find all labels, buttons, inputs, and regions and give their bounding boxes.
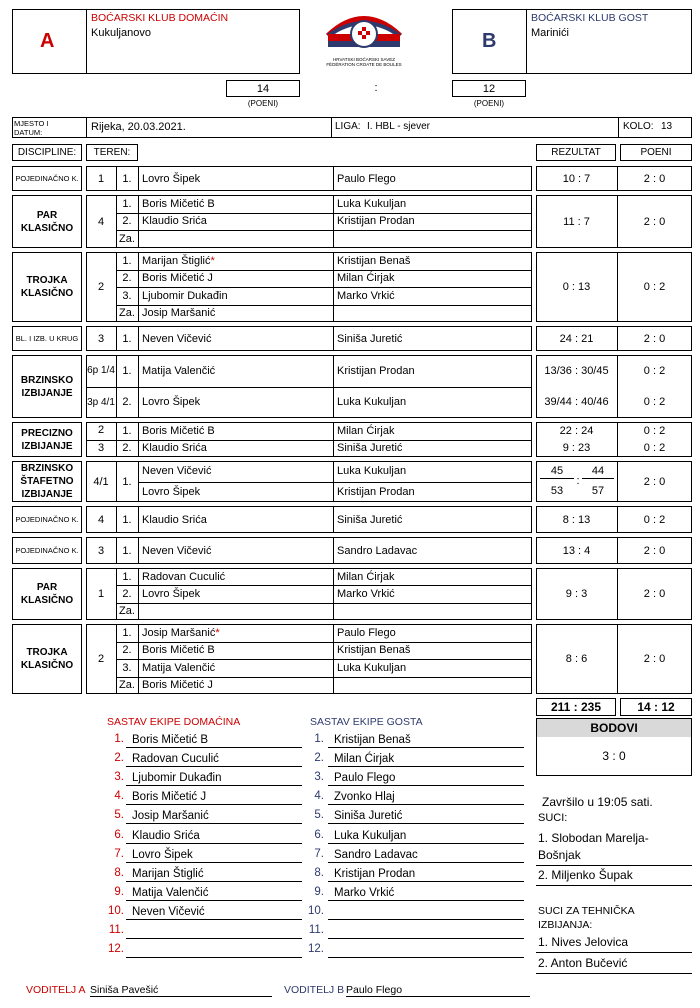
roster-number: 8. <box>314 866 324 879</box>
roster-number: 6. <box>314 828 324 841</box>
bodovi-value: 3 : 0 <box>602 749 626 763</box>
home-player <box>138 387 333 419</box>
guest-player: Kristijan Benaš <box>337 644 411 657</box>
judge-2: 2. Miljenko Šupak <box>538 868 633 882</box>
field-number: 6p 1/4 <box>87 365 115 377</box>
roster-number: 2. <box>114 752 124 765</box>
home-player-name: Lovro Šipek <box>142 485 201 498</box>
home-player <box>138 355 333 387</box>
roster-number: 6. <box>114 828 124 841</box>
home-player <box>138 287 333 305</box>
divider <box>116 603 532 604</box>
home-player <box>138 440 333 458</box>
points-value: 0 : 2 <box>643 513 666 526</box>
player-slot-number: Za. <box>119 307 135 320</box>
home-player <box>138 195 333 213</box>
roster-number: 7. <box>114 847 124 860</box>
divider <box>536 952 692 953</box>
player-slot-number: Za. <box>119 605 135 618</box>
guest-player: Sandro Ladavac <box>337 544 418 557</box>
roster-player: Paulo Flego <box>328 771 524 786</box>
points-value: 0 : 2 <box>643 396 666 409</box>
home-club: Kukuljanovo <box>91 27 151 39</box>
points-value: 0 : 2 <box>643 442 666 455</box>
home-player-name: Boris Mičetić B <box>142 197 215 210</box>
divider <box>536 865 692 866</box>
player-slot-number: 1. <box>122 332 132 345</box>
guest-player: Luka Kukuljan <box>337 396 407 409</box>
tech-judge-1: 1. Nives Jelovica <box>538 935 629 949</box>
captain-mark: * <box>210 254 215 267</box>
result-value: 0 : 13 <box>562 281 591 293</box>
points-value: 0 : 2 <box>643 281 666 293</box>
guest-player: Marko Vrkić <box>337 587 395 600</box>
guest-player: Siniša Juretić <box>337 332 403 345</box>
roster-player: Marijan Štiglić <box>126 867 302 882</box>
roster-number: 11. <box>108 924 124 936</box>
home-player-name: Lovro Šipek <box>142 172 201 185</box>
guest-player: Paulo Flego <box>337 172 396 185</box>
roster-player: Sandro Ladavac <box>328 848 524 863</box>
relay-result: 45 <box>540 463 574 479</box>
leader-a-label: VODITELJ A <box>26 984 86 996</box>
player-slot-number: 2. <box>122 587 132 600</box>
field-number: 2 <box>97 653 105 665</box>
result-value: 9 : 23 <box>562 442 591 455</box>
player-slot-number: 2. <box>122 442 132 455</box>
tech-judge-2: 2. Anton Bučević <box>538 956 628 970</box>
home-player <box>138 482 333 503</box>
bodovi-label: BODOVI <box>537 719 691 737</box>
result-value: 8 : 13 <box>562 513 591 526</box>
player-slot-number: 1. <box>122 424 132 437</box>
home-player-name: Matija Valenčić <box>142 364 216 377</box>
discipline-header: DISCIPLINE: <box>12 144 82 161</box>
roster-number: 1. <box>114 733 124 745</box>
roster-player: Marko Vrkić <box>328 886 524 901</box>
result-header: REZULTAT <box>536 144 616 161</box>
discipline-label: BRZINSKO IZBIJANJE <box>12 355 82 418</box>
home-player <box>138 624 333 642</box>
discipline-label: TROJKA KLASIČNO <box>12 252 82 322</box>
player-slot-number: 1. <box>122 570 132 583</box>
field-number: 3p 4/1 <box>87 396 115 408</box>
guest-roster-title: SASTAV EKIPE GOSTA <box>310 716 423 728</box>
guest-player: Milan Ćirjak <box>337 424 395 437</box>
roster-number: 9. <box>114 885 124 898</box>
roster-player: Zvonko Hlaj <box>328 790 524 805</box>
discipline-label: BRZINSKO ŠTAFETNO IZBIJANJE <box>12 461 82 502</box>
guest-club: Marinići <box>531 27 569 39</box>
roster-player <box>126 924 302 939</box>
finished-time: Završilo u 19:05 sati. <box>542 795 653 809</box>
logo-caption-2: FÉDÉRATION CROATE DE BOULES <box>326 62 402 67</box>
home-player <box>138 252 333 270</box>
home-player-name: Klaudio Srića <box>142 215 207 228</box>
field-number: 4/1 <box>93 475 109 488</box>
home-score: 14 <box>226 80 300 97</box>
home-player-name: Marijan Štiglić <box>142 254 211 267</box>
divider <box>86 9 87 74</box>
home-player <box>138 270 333 288</box>
relay-result: 44 <box>582 463 614 479</box>
roster-number: 9. <box>314 885 324 898</box>
player-slot-number: 2. <box>122 396 132 409</box>
guest-player: Kristijan Prodan <box>337 215 415 228</box>
home-player-name: Matija Valenčić <box>142 661 216 674</box>
player-slot-number: 1. <box>122 254 132 267</box>
player-slot-number: 2. <box>122 215 132 228</box>
relay-result: 53 <box>550 485 564 497</box>
player-slot-number: 2. <box>122 272 132 285</box>
field-number: 1 <box>97 172 105 185</box>
leader-b-label: VODITELJ B <box>284 984 345 996</box>
player-slot-number: 1. <box>122 475 132 488</box>
home-player-name: Lovro Šipek <box>142 396 201 409</box>
guest-player: Kristijan Prodan <box>337 485 415 498</box>
leader-b: Paulo Flego <box>346 984 530 997</box>
player-slot-number: 1. <box>122 197 132 210</box>
judges-label: SUCI: <box>538 812 568 824</box>
divider <box>86 387 116 388</box>
roster-number: 12. <box>308 943 324 956</box>
home-player-name: Boris Mičetić J <box>142 272 213 285</box>
points-value: 2 : 0 <box>643 475 666 488</box>
roster-player <box>126 943 302 958</box>
home-player-name: Boris Mičetić B <box>142 644 215 657</box>
player-slot-number: 3. <box>122 289 132 302</box>
guest-player: Paulo Flego <box>337 626 396 639</box>
federation-emblem-icon <box>322 8 406 54</box>
divider <box>526 9 527 74</box>
result-value: 9 : 3 <box>565 588 588 600</box>
discipline-label: PAR KLASIČNO <box>12 195 82 248</box>
home-player-name: Lovro Šipek <box>142 587 201 600</box>
discipline-label: PRECIZNO IZBIJANJE <box>12 422 82 457</box>
player-slot-number: 1. <box>122 544 132 557</box>
roster-number: 4. <box>114 790 124 803</box>
discipline-label: TROJKA KLASIČNO <box>12 624 82 694</box>
result-value: 10 : 7 <box>562 172 591 185</box>
result-value: 11 : 7 <box>563 215 590 228</box>
player-slot-number: 1. <box>122 513 132 526</box>
player-slot-number: 3. <box>122 661 132 674</box>
player-slot-number: 1. <box>122 172 132 185</box>
roster-player: Radovan Cuculić <box>126 752 302 767</box>
home-player-name: Neven Vičević <box>142 465 212 478</box>
guest-player: Milan Ćirjak <box>337 272 395 285</box>
field-header: TEREN: <box>86 144 138 161</box>
roster-player: Siniša Juretić <box>328 809 524 824</box>
roster-number: 3. <box>114 771 124 784</box>
home-player-name: Klaudio Srića <box>142 442 207 455</box>
guest-player: Kristijan Benaš <box>337 254 411 267</box>
roster-player <box>328 924 524 939</box>
federation-logo <box>322 8 406 66</box>
home-player-name: Boris Mičetić B <box>142 424 215 437</box>
guest-player: Luka Kukuljan <box>337 661 407 674</box>
home-player-name: Josip Maršanić <box>142 626 216 639</box>
roster-number: 4. <box>314 790 324 803</box>
captain-mark: * <box>215 626 220 639</box>
round-value: 13 <box>661 121 673 132</box>
roster-player: Luka Kukuljan <box>328 829 524 844</box>
home-player <box>138 568 333 585</box>
field-number: 3 <box>97 544 105 557</box>
home-player <box>138 585 333 602</box>
roster-player <box>328 943 524 958</box>
home-player <box>138 537 333 564</box>
points-value: 2 : 0 <box>643 332 666 345</box>
player-slot-number: 1. <box>122 364 132 377</box>
home-player-name: Klaudio Srića <box>142 513 207 526</box>
roster-number: 8. <box>114 866 124 879</box>
roster-player: Neven Vičević <box>126 905 302 920</box>
relay-result: 57 <box>591 485 605 497</box>
roster-player: Kristijan Benaš <box>328 733 524 748</box>
player-slot-number: Za. <box>119 679 135 692</box>
roster-number: 12. <box>108 943 124 956</box>
points-header: POENI <box>620 144 692 161</box>
guest-score-label: (POENI) <box>473 99 505 108</box>
field-number: 2 <box>97 281 105 293</box>
home-player <box>138 506 333 533</box>
discipline-label: POJEDINAČNO K. <box>12 506 82 533</box>
points-value: 2 : 0 <box>643 172 666 185</box>
roster-player: Lovro Šipek <box>126 848 302 863</box>
leader-a: Siniša Pavešić <box>90 984 272 997</box>
field-number: 3 <box>97 332 105 345</box>
relay-separator: : <box>576 475 580 487</box>
home-player-name: Neven Vičević <box>142 332 212 345</box>
home-player <box>138 659 333 677</box>
result-value: 13 : 4 <box>562 544 591 557</box>
player-slot-number: 2. <box>122 644 132 657</box>
guest-player: Siniša Juretić <box>337 513 403 526</box>
divider <box>536 973 692 974</box>
home-score-label: (POENI) <box>247 99 279 108</box>
roster-number: 5. <box>314 809 324 822</box>
field-number: 4 <box>97 513 105 526</box>
home-player-name: Neven Vičević <box>142 544 212 557</box>
guest-player: Milan Ćirjak <box>337 570 395 583</box>
home-player <box>138 166 333 191</box>
home-roster-title: SASTAV EKIPE DOMAĆINA <box>107 716 241 728</box>
score-separator: : <box>374 82 378 94</box>
points-value: 0 : 2 <box>643 364 666 377</box>
roster-number: 10. <box>308 904 324 917</box>
divider <box>618 117 619 138</box>
field-number: 2 <box>97 424 105 437</box>
roster-number: 10. <box>108 904 124 917</box>
roster-number: 3. <box>314 771 324 784</box>
field-number: 4 <box>97 215 105 228</box>
roster-player: Ljubomir Dukađin <box>126 771 302 786</box>
home-letter: A <box>40 30 55 52</box>
home-player <box>138 326 333 351</box>
roster-player: Milan Ćirjak <box>328 752 524 767</box>
home-player <box>138 461 333 482</box>
roster-number: 2. <box>314 752 324 765</box>
guest-player: Marko Vrkić <box>337 289 395 302</box>
league-label: LIGA: <box>335 121 361 132</box>
judge-1: 1. Slobodan Marelja-Bošnjak <box>538 831 649 862</box>
guest-title: BOĆARSKI KLUB GOST <box>531 12 649 24</box>
discipline-label: PAR KLASIČNO <box>12 568 82 620</box>
discipline-label: POJEDINAČNO K. <box>12 537 82 564</box>
guest-player: Luka Kukuljan <box>337 197 407 210</box>
guest-letter: B <box>482 30 497 52</box>
divider <box>331 117 332 138</box>
points-value: 2 : 0 <box>643 544 666 557</box>
guest-player: Luka Kukuljan <box>337 465 407 478</box>
logo-caption-1: HRVATSKI BOĆARSKI SAVEZ <box>333 57 395 62</box>
place-label: MJESTO I DATUM: <box>14 119 49 137</box>
result-value: 24 : 21 <box>559 332 594 345</box>
league-value: I. HBL - sjever <box>367 121 430 132</box>
player-slot-number: 1. <box>122 626 132 639</box>
result-value: 8 : 6 <box>565 653 588 665</box>
home-player-name: Radovan Cuculić <box>142 570 226 583</box>
roster-player: Matija Valenčić <box>126 886 302 901</box>
roster-number: 5. <box>114 809 124 822</box>
home-player <box>138 422 333 440</box>
points-value: 2 : 0 <box>643 588 666 600</box>
home-player-name: Ljubomir Dukađin <box>142 289 228 302</box>
result-value: 13/36 : 30/45 <box>544 364 609 377</box>
discipline-label: POJEDINAČNO K. <box>12 166 82 191</box>
roster-number: 11. <box>308 924 324 936</box>
home-player-name: Josip Maršanić <box>142 307 216 320</box>
roster-player: Boris Mičetić J <box>126 790 302 805</box>
points-value: 2 : 0 <box>643 653 666 665</box>
home-title: BOĆARSKI KLUB DOMAĆIN <box>91 12 229 24</box>
roster-player: Josip Maršanić <box>126 809 302 824</box>
roster-player: Klaudio Srića <box>126 829 302 844</box>
points-value: 0 : 2 <box>643 424 666 437</box>
divider <box>116 230 532 231</box>
result-value: 39/44 : 40/46 <box>544 396 609 409</box>
round-label: KOLO: <box>623 121 654 132</box>
home-player-name: Boris Mičetić J <box>142 679 213 692</box>
home-player <box>138 642 333 660</box>
home-player <box>138 305 333 323</box>
guest-score: 12 <box>452 80 526 97</box>
tech-judges-label: SUCI ZA TEHNIČKA IZBIJANJA: <box>538 905 635 931</box>
points-value: 2 : 0 <box>643 215 666 228</box>
divider <box>536 885 692 886</box>
player-slot-number: Za. <box>119 233 135 246</box>
roster-number: 7. <box>314 847 324 860</box>
roster-player <box>328 905 524 920</box>
field-number: 1 <box>97 588 105 600</box>
roster-player: Kristijan Prodan <box>328 867 524 882</box>
roster-player: Boris Mičetić B <box>126 733 302 748</box>
discipline-label: BL. I IZB. U KRUG <box>12 326 82 351</box>
guest-player: Siniša Juretić <box>337 442 403 455</box>
result-value: 22 : 24 <box>559 424 594 437</box>
home-player <box>138 213 333 231</box>
field-number: 3 <box>97 441 105 454</box>
home-player <box>138 677 333 695</box>
place-value: Rijeka, 20.03.2021. <box>91 121 186 133</box>
total-result: 211 : 235 <box>536 698 616 716</box>
divider <box>86 117 87 138</box>
divider <box>86 440 116 441</box>
total-points: 14 : 12 <box>620 698 692 716</box>
guest-player: Kristijan Prodan <box>337 364 415 377</box>
roster-number: 1. <box>314 733 324 745</box>
